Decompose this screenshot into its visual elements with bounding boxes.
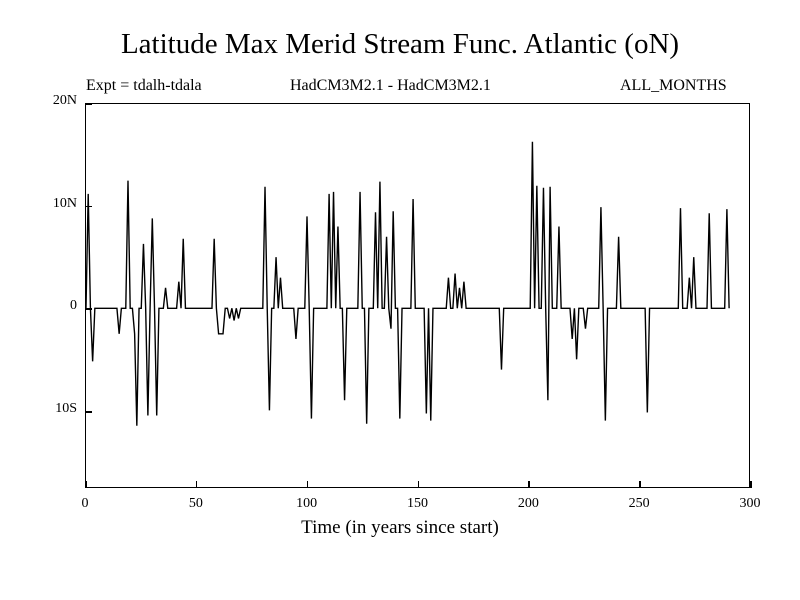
x-tick-label: 150 bbox=[407, 496, 428, 511]
x-tick-mark bbox=[750, 481, 752, 488]
y-tick-label: 0 bbox=[70, 298, 77, 314]
subtitle-experiment: Expt = tdalh-tdala bbox=[86, 77, 202, 94]
x-tick-label: 0 bbox=[81, 496, 89, 511]
subtitle-model: HadCM3M2.1 - HadCM3M2.1 bbox=[290, 77, 491, 94]
y-tick-mark bbox=[85, 103, 92, 105]
x-tick-label: 50 bbox=[188, 496, 203, 511]
subtitle-months: ALL_MONTHS bbox=[620, 77, 727, 94]
x-tick-label: 300 bbox=[739, 496, 761, 511]
series-line bbox=[86, 104, 749, 487]
x-tick-label: 250 bbox=[628, 496, 650, 511]
x-tick-mark bbox=[196, 481, 198, 488]
y-tick-label: 10N bbox=[52, 195, 77, 211]
x-tick-label: 200 bbox=[517, 496, 539, 511]
y-tick-mark bbox=[85, 308, 92, 310]
x-tick-mark bbox=[307, 481, 309, 488]
x-tick-mark bbox=[418, 481, 420, 488]
x-tick-mark bbox=[528, 481, 530, 488]
y-tick-label: 20N bbox=[52, 93, 77, 108]
plot-area bbox=[85, 103, 750, 488]
y-tick-mark bbox=[85, 411, 92, 413]
page-title: Latitude Max Merid Stream Func. Atlantic (oN) bbox=[120, 28, 680, 60]
y-tick-label: 10S bbox=[55, 401, 77, 416]
x-tick-label: 100 bbox=[296, 496, 318, 511]
x-tick-mark bbox=[85, 481, 87, 488]
x-tick-mark bbox=[639, 481, 641, 488]
y-tick-mark bbox=[85, 206, 92, 208]
x-axis-title: Time (in years since start) bbox=[301, 517, 499, 538]
